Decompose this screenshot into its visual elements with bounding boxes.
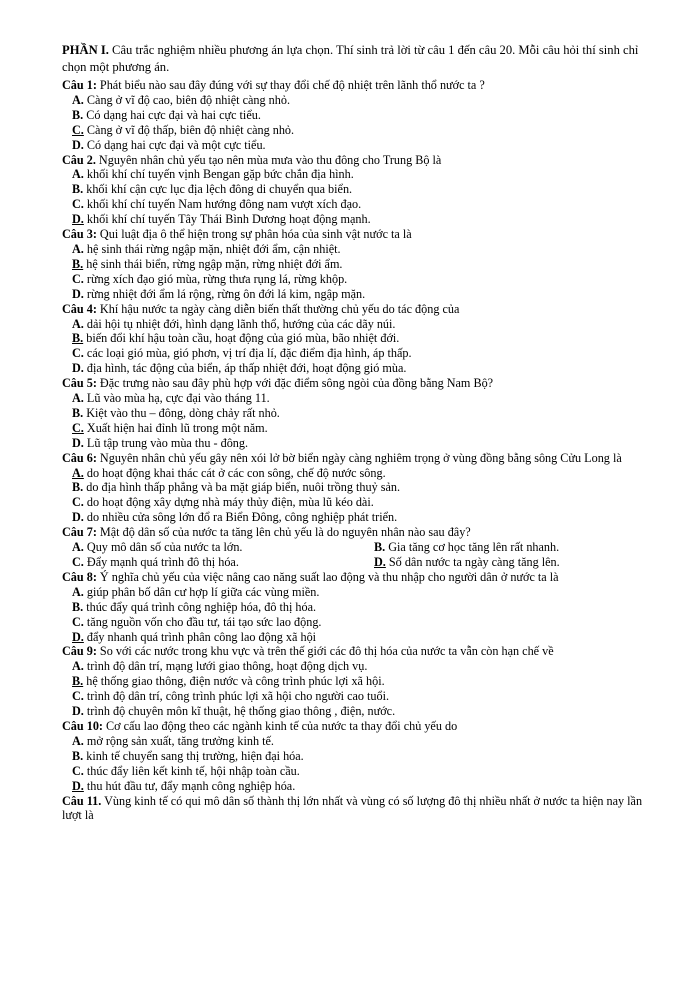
question-stem bbox=[62, 644, 648, 659]
option-text: Số dân nước ta ngày càng tăng lên. bbox=[388, 555, 560, 569]
option-text: Kiệt vào thu – đông, dòng chảy rất nhỏ. bbox=[86, 405, 280, 420]
option-c bbox=[72, 689, 648, 704]
option-d bbox=[72, 779, 648, 794]
option-b bbox=[72, 480, 648, 495]
question-3 bbox=[62, 227, 648, 302]
question-11 bbox=[62, 794, 648, 824]
option-letter: A. bbox=[72, 241, 84, 256]
option-text: Có dạng hai cực đại và hai cực tiểu. bbox=[86, 107, 261, 122]
option-c bbox=[72, 197, 648, 212]
question-stem bbox=[62, 525, 648, 540]
option-text: kinh tế chuyển sang thị trường, hiện đại hóa. bbox=[86, 748, 304, 763]
option-letter: A. bbox=[72, 733, 84, 748]
question-stem bbox=[62, 376, 648, 391]
question-8 bbox=[62, 570, 648, 645]
option-letter: A. bbox=[72, 659, 84, 674]
question-2 bbox=[62, 153, 648, 228]
option-letter: B. bbox=[72, 182, 84, 197]
question-number: Câu 4: bbox=[62, 301, 97, 316]
option-text: Lũ tập trung vào mùa thu - đông. bbox=[86, 435, 249, 450]
question-number: Câu 2. bbox=[62, 152, 96, 167]
option-a bbox=[72, 93, 648, 108]
section-text: Câu trắc nghiệm nhiều phương án lựa chọn. Thí sinh trả lời từ câu 1 đến câu 20. Mỗi câu hỏi thí sinh chỉ chọn một phương án. bbox=[62, 43, 639, 74]
option-letter: C. bbox=[72, 614, 84, 629]
option-text: do địa hình thấp phẳng và ba mặt giáp biển, nuôi trồng thuỷ sản. bbox=[86, 480, 401, 495]
question-text: Vùng kinh tế có qui mô dân số thành thị lớn nhất và vùng có số lượng đô thị nhiều nhất ở nước ta hiện nay lần lượt là bbox=[62, 793, 643, 823]
option-text: Càng ở vĩ độ cao, biên độ nhiệt càng nhỏ. bbox=[86, 92, 290, 107]
question-number: Câu 3: bbox=[62, 227, 97, 242]
option-text: hệ thống giao thông, điện nước và công trình phúc lợi xã hội. bbox=[86, 674, 385, 689]
option-letter: D. bbox=[72, 778, 84, 793]
option-c bbox=[72, 123, 648, 138]
question-text: Ý nghĩa chủ yếu của việc nâng cao năng suất lao động và thu nhập cho người dân ở nước ta là bbox=[99, 569, 559, 584]
option-text: do hoạt động xây dựng nhà máy thủy điện, mùa lũ kéo dài. bbox=[86, 495, 374, 510]
option-letter: D. bbox=[72, 286, 84, 301]
option-letter: C. bbox=[72, 689, 84, 704]
option-d bbox=[72, 361, 648, 376]
option-letter: D. bbox=[72, 510, 84, 525]
question-text: Nguyên nhân chủ yếu gây nên xói lở bờ biển ngày càng nghiêm trọng ở vùng đồng bằng sông Cửu Long là bbox=[99, 450, 622, 465]
option-a bbox=[72, 585, 648, 600]
option-text: mở rộng sản xuất, tăng trưởng kinh tế. bbox=[86, 733, 274, 748]
option-text: trình độ chuyên môn kĩ thuật, hệ thống giao thông , điện, nước. bbox=[86, 704, 396, 719]
option-text: thúc đẩy liên kết kinh tế, hội nhập toàn cầu. bbox=[86, 763, 300, 778]
question-text: Phát biểu nào sau đây đúng với sự thay đổi chế độ nhiệt trên lãnh thổ nước ta ? bbox=[99, 78, 485, 92]
option-d bbox=[72, 704, 648, 719]
option-letter: A. bbox=[72, 391, 84, 406]
option-text: do nhiều cửa sông lớn đổ ra Biển Đông, công nghiệp phát triển. bbox=[86, 510, 398, 525]
option-text: các loại gió mùa, gió phơn, vị trí địa lí, đặc điểm địa hình, áp thấp. bbox=[86, 346, 412, 361]
question-stem bbox=[62, 302, 648, 317]
option-text: tăng nguồn vốn cho đầu tư, tái tạo sức lao động. bbox=[86, 614, 322, 629]
question-7 bbox=[62, 525, 648, 570]
option-a bbox=[72, 540, 374, 555]
option-d bbox=[374, 555, 560, 570]
option-text: Xuất hiện hai đỉnh lũ trong một năm. bbox=[86, 420, 268, 435]
option-c bbox=[72, 346, 648, 361]
option-text: biến đổi khí hậu toàn cầu, hoạt động của gió mùa, bão nhiệt đới. bbox=[86, 331, 400, 346]
option-text: khối khí chí tuyến Tây Thái Bình Dương hoạt động mạnh. bbox=[86, 212, 371, 227]
option-text: thu hút đầu tư, đẩy mạnh công nghiệp hóa. bbox=[86, 778, 296, 793]
option-letter: B. bbox=[72, 107, 84, 122]
option-d bbox=[72, 630, 648, 645]
question-5 bbox=[62, 376, 648, 451]
option-text: trình độ dân trí, công trình phúc lợi xã hội cho người cao tuổi. bbox=[86, 689, 390, 704]
option-text: đẩy nhanh quá trình phân công lao động xã hội bbox=[86, 629, 317, 644]
question-number: Câu 8: bbox=[62, 569, 97, 584]
option-letter: D. bbox=[72, 435, 84, 450]
option-b bbox=[72, 406, 648, 421]
option-letter: A. bbox=[72, 92, 84, 107]
option-c bbox=[72, 555, 374, 570]
option-b bbox=[72, 674, 648, 689]
option-letter: B. bbox=[72, 748, 84, 763]
option-text: thúc đẩy quá trình công nghiệp hóa, đô thị hóa. bbox=[86, 599, 317, 614]
question-number: Câu 7: bbox=[62, 525, 97, 540]
option-letter: C. bbox=[72, 420, 84, 435]
option-text: rừng nhiệt đới ẩm lá rộng, rừng ôn đới lá kim, ngập mặn. bbox=[86, 286, 366, 301]
question-6 bbox=[62, 451, 648, 526]
option-text: rừng xích đạo gió mùa, rừng thưa rụng lá, rừng khộp. bbox=[86, 271, 348, 286]
question-stem bbox=[62, 719, 648, 734]
option-letter: C. bbox=[72, 346, 84, 361]
option-b bbox=[72, 600, 648, 615]
option-text: giúp phân bố dân cư hợp lí giữa các vùng miền. bbox=[86, 584, 320, 599]
question-stem bbox=[62, 78, 648, 93]
option-letter: A. bbox=[72, 167, 84, 182]
option-letter: A. bbox=[72, 584, 84, 599]
option-b bbox=[72, 331, 648, 346]
question-text: Đặc trưng nào sau đây phù hợp với đặc điểm sông ngòi của đồng bằng Nam Bộ? bbox=[99, 376, 494, 391]
option-letter: B. bbox=[72, 405, 84, 420]
option-letter: C. bbox=[72, 197, 84, 212]
option-letter: D. bbox=[72, 137, 84, 152]
question-text: Qui luật địa ô thể hiện trong sự phân hóa của sinh vật nước ta là bbox=[99, 227, 412, 242]
option-text: Gia tăng cơ học tăng lên rất nhanh. bbox=[388, 540, 560, 555]
option-letter: B. bbox=[72, 599, 84, 614]
option-letter: B. bbox=[72, 256, 84, 271]
question-text: Cơ cấu lao động theo các ngành kinh tế của nước ta thay đổi chủ yếu do bbox=[106, 718, 458, 733]
option-d bbox=[72, 436, 648, 451]
question-number: Câu 6: bbox=[62, 450, 97, 465]
question-number: Câu 10: bbox=[62, 718, 103, 733]
option-letter: B. bbox=[72, 331, 84, 346]
option-c bbox=[72, 764, 648, 779]
option-d bbox=[72, 138, 648, 153]
option-b bbox=[72, 749, 648, 764]
option-a bbox=[72, 317, 648, 332]
option-text: Có dạng hai cực đại và một cực tiểu. bbox=[86, 137, 266, 152]
option-text: khối khí cận cực lục địa lệch đông di chuyển qua biển. bbox=[86, 182, 353, 197]
option-a bbox=[72, 466, 648, 481]
option-letter: C. bbox=[72, 763, 84, 778]
option-text: Càng ở vĩ độ thấp, biên độ nhiệt càng nhỏ. bbox=[86, 122, 295, 137]
option-text: trình độ dân trí, mạng lưới giao thông, hoạt động dịch vụ. bbox=[86, 659, 368, 674]
option-letter: A. bbox=[72, 465, 84, 480]
question-number: Câu 9: bbox=[62, 644, 97, 659]
option-letter: C. bbox=[72, 555, 84, 569]
option-c bbox=[72, 272, 648, 287]
question-stem bbox=[62, 227, 648, 242]
option-letter: D. bbox=[374, 555, 386, 569]
option-c bbox=[72, 615, 648, 630]
option-b bbox=[72, 108, 648, 123]
question-10 bbox=[62, 719, 648, 794]
option-text: do hoạt động khai thác cát ở các con sông, chế độ nước sông. bbox=[86, 465, 386, 480]
option-letter: D. bbox=[72, 704, 84, 719]
option-text: hệ sinh thái rừng ngập mặn, nhiệt đới ẩm, cận nhiệt. bbox=[86, 241, 341, 256]
question-stem bbox=[62, 570, 648, 585]
option-letter: B. bbox=[374, 540, 386, 555]
option-letter: C. bbox=[72, 495, 84, 510]
question-9 bbox=[62, 644, 648, 719]
option-a bbox=[72, 391, 648, 406]
option-b bbox=[72, 182, 648, 197]
option-letter: A. bbox=[72, 316, 84, 331]
question-stem bbox=[62, 451, 648, 466]
option-a bbox=[72, 242, 648, 257]
exam-page bbox=[62, 42, 648, 823]
option-text: Đẩy mạnh quá trình đô thị hóa. bbox=[86, 555, 239, 569]
option-d bbox=[72, 212, 648, 227]
option-c bbox=[72, 421, 648, 436]
question-stem bbox=[62, 153, 648, 168]
option-a bbox=[72, 734, 648, 749]
question-text: So với các nước trong khu vực và trên thế giới các đô thị hóa của nước ta vẫn còn hạn chế về bbox=[99, 644, 554, 659]
option-letter: C. bbox=[72, 122, 84, 137]
section-intro bbox=[62, 42, 648, 76]
question-4 bbox=[62, 302, 648, 377]
option-letter: A. bbox=[72, 540, 84, 555]
option-letter: B. bbox=[72, 674, 84, 689]
option-text: Lũ vào mùa hạ, cực đại vào tháng 11. bbox=[86, 391, 270, 406]
option-d bbox=[72, 287, 648, 302]
option-text: hệ sinh thái biển, rừng ngập mặn, rừng nhiệt đới ẩm. bbox=[86, 256, 343, 271]
option-letter: C. bbox=[72, 271, 84, 286]
question-text: Mật độ dân số của nước ta tăng lên chủ yếu là do nguyên nhân nào sau đây? bbox=[99, 525, 471, 540]
question-1 bbox=[62, 78, 648, 153]
option-letter: D. bbox=[72, 361, 84, 376]
option-text: Quy mô dân số của nước ta lớn. bbox=[86, 540, 243, 555]
option-b bbox=[374, 540, 559, 555]
question-stem bbox=[62, 794, 648, 824]
option-text: địa hình, tác động của biển, áp thấp nhiệt đới, hoạt động gió mùa. bbox=[86, 361, 407, 376]
option-c bbox=[72, 495, 648, 510]
question-number: Câu 11. bbox=[62, 793, 102, 808]
question-number: Câu 5: bbox=[62, 376, 97, 391]
option-a bbox=[72, 167, 648, 182]
option-letter: D. bbox=[72, 212, 84, 227]
option-a bbox=[72, 659, 648, 674]
option-d bbox=[72, 510, 648, 525]
question-number: Câu 1: bbox=[62, 78, 97, 92]
option-text: khối khí chí tuyến vịnh Bengan gặp bức chắn địa hình. bbox=[86, 167, 354, 182]
option-letter: B. bbox=[72, 480, 84, 495]
option-text: khối khí chí tuyến Nam hướng đông nam vượt xích đạo. bbox=[86, 197, 362, 212]
section-label: PHẦN I. bbox=[62, 43, 109, 57]
option-letter: D. bbox=[72, 629, 84, 644]
option-text: dải hội tụ nhiệt đới, hình dạng lãnh thổ, hướng của các dãy núi. bbox=[86, 316, 396, 331]
question-text: Khí hậu nước ta ngày càng diễn biến thất thường chủ yếu do tác động của bbox=[99, 301, 460, 316]
options-row bbox=[72, 540, 648, 555]
option-b bbox=[72, 257, 648, 272]
options-row bbox=[72, 555, 648, 570]
question-text: Nguyên nhân chủ yếu tạo nên mùa mưa vào thu đông cho Trung Bộ là bbox=[98, 152, 442, 167]
